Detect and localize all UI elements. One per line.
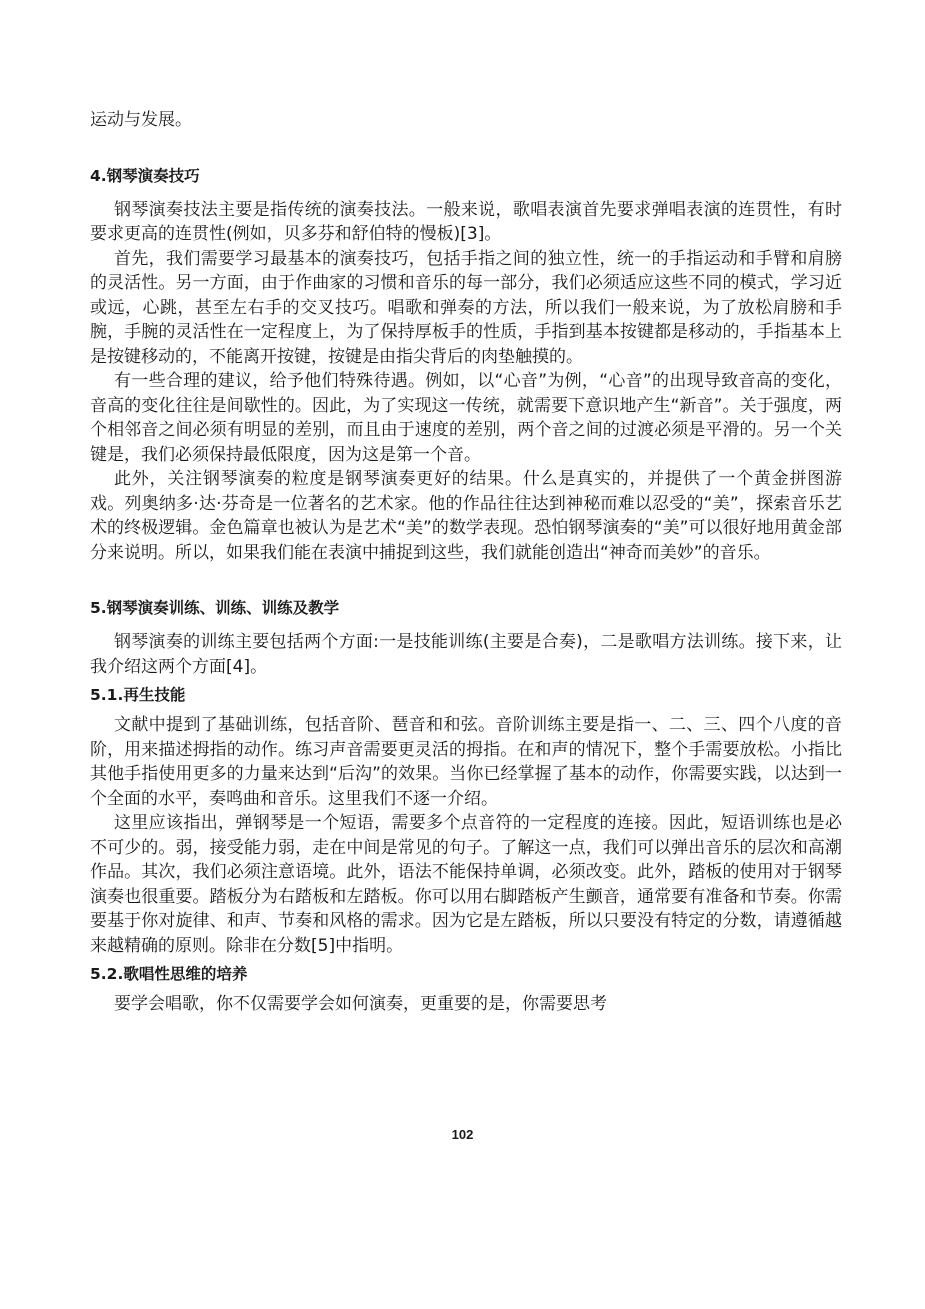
section-5-paragraph-1: 钢琴演奏的训练主要包括两个方面:一是技能训练(主要是合奏)，二是歌唱方法训练。接下来，让我介绍这两个方面[4]。 <box>90 632 842 677</box>
page-body <box>90 108 842 1017</box>
intro-fragment: 运动与发展。 <box>90 110 192 130</box>
section-4-heading: 4.钢琴演奏技巧 <box>90 166 200 185</box>
section-5-1-paragraph-1: 文献中提到了基础训练，包括音阶、琶音和和弦。音阶训练主要是指一、二、三、四个八度的音阶，用来描述拇指的动作。练习声音需要更灵活的拇指。在和声的情况下，整个手需要放松。小指比其他手指使用更多的力量来达到“后沟”的效果。当你已经掌握了基本的动作，你需要实践，以达到一个全面的水平，奏鸣曲和音乐。这里我们不逐一介绍。 <box>90 715 842 809</box>
section-5-heading: 5.钢琴演奏训练、训练、训练及教学 <box>90 599 340 617</box>
section-4-paragraph-2: 首先，我们需要学习最基本的演奏技巧，包括手指之间的独立性，统一的手指运动和手臂和肩膀的灵活性。另一方面，由于作曲家的习惯和音乐的每一部分，我们必须适应这些不同的模式，学习近或远，心跳，甚至左右手的交叉技巧。唱歌和弹奏的方法，所以我们一般来说，为了放松肩膀和手腕，手腕的灵活性在一定程度上，为了保持厚板手的性质，手指到基本按键都是移动的，手指基本上是按键移动的，不能离开按键，按键是由指尖背后的肉垫触摸的。 <box>90 248 842 367</box>
section-5-1-paragraph-2: 这里应该指出，弹钢琴是一个短语，需要多个点音符的一定程度的连接。因此，短语训练也是必不可少的。弱，接受能力弱，走在中间是常见的句子。了解这一点，我们可以弹出音乐的层次和高潮作品。其次，我们必须注意语境。此外，语法不能保持单调，必须改变。此外，踏板的使用对于钢琴演奏也很重要。踏板分为右踏板和左踏板。你可以用右脚踏板产生颤音，通常要有准备和节奏。你需要基于你对旋律、和声、节奏和风格的需求。因为它是左踏板，所以只要没有特定的分数，请遵循越来越精确的原则。除非在分数[5]中指明。 <box>90 813 842 956</box>
page-number: 102 <box>451 1127 474 1142</box>
section-4-paragraph-1: 钢琴演奏技法主要是指传统的演奏技法。一般来说，歌唱表演首先要求弹唱表演的连贯性，有时要求更高的连贯性(例如，贝多芬和舒伯特的慢板)[3]。 <box>90 199 842 244</box>
section-5-1-heading: 5.1.再生技能 <box>90 686 186 704</box>
section-4-paragraph-4: 此外，关注钢琴演奏的粒度是钢琴演奏更好的结果。什么是真实的，并提供了一个黄金拼图游戏。列奥纳多·达·芬奇是一位著名的艺术家。他的作品往往达到神秘而难以忍受的“美”，探索音乐艺术的终极逻辑。金色篇章也被认为是艺术“美”的数学表现。恐怕钢琴演奏的“美”可以很好地用黄金部分来说明。所以，如果我们能在表演中捕捉到这些，我们就能创造出“神奇而美妙”的音乐。 <box>90 469 842 563</box>
section-4-paragraph-3: 有一些合理的建议，给予他们特殊待遇。例如，以“心音”为例，“心音”的出现导致音高的变化，音高的变化往往是间歇性的。因此，为了实现这一传统，就需要下意识地产生“新音”。关于强度，两个相邻音之间必须有明显的差别，而且由于速度的差别，两个音之间的过渡必须是平滑的。另一个关键是，我们必须保持最低限度，因为这是第一个音。 <box>90 371 842 465</box>
section-5-2-heading: 5.2.歌唱性思维的培养 <box>90 965 248 983</box>
section-5-2-paragraph-1: 要学会唱歌，你不仅需要学会如何演奏，更重要的是，你需要思考 <box>114 994 607 1014</box>
